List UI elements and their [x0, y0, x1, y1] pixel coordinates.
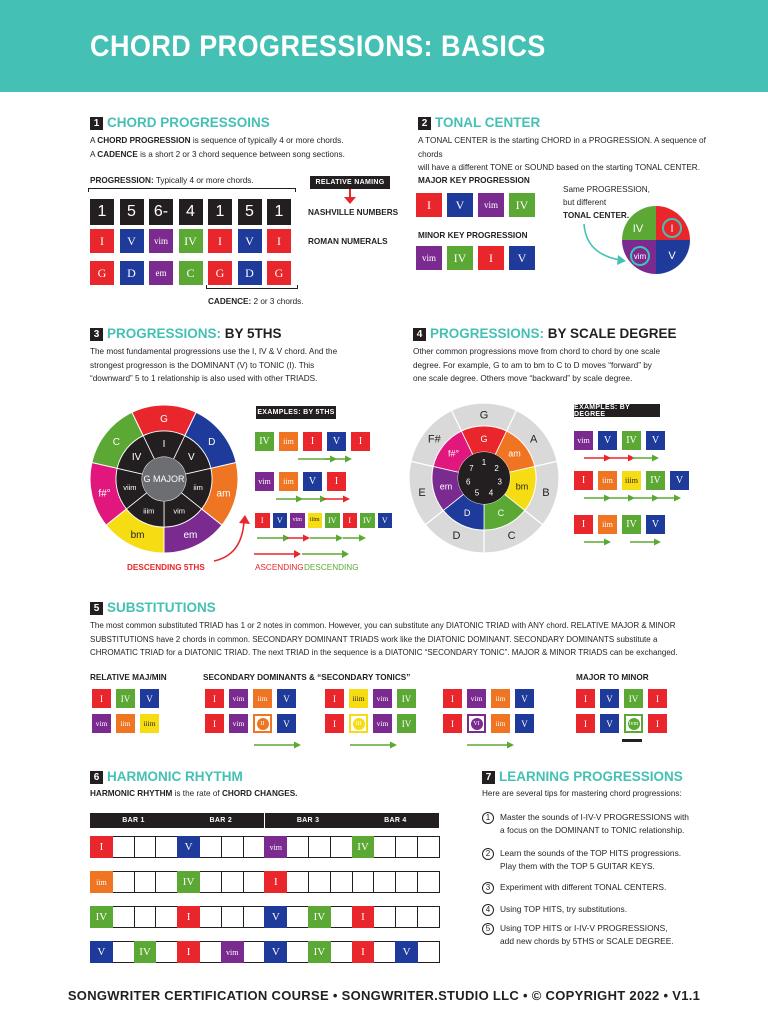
svg-text:I: I: [670, 223, 674, 235]
red-curve-arrow-icon: [212, 515, 252, 565]
chord-chip: V: [600, 714, 619, 733]
green-arrow-icon: [630, 537, 662, 547]
chord-chip: IV: [360, 513, 375, 528]
degree-inner-label: bm: [515, 481, 529, 492]
chord-chip: iiim: [622, 471, 641, 490]
rhythm-cell: [373, 941, 396, 963]
rhythm-cell: [243, 941, 266, 963]
chord-chip: I: [574, 515, 593, 534]
rhythm-cell: [286, 836, 309, 858]
section-2-text: A TONAL CENTER is the starting CHORD in a PROGRESSION. A sequence of chords will have a different TONE or SOUND based on the starting TONAL CENTER.: [418, 136, 706, 172]
chord-chip: V: [447, 193, 473, 217]
title-banner: [0, 0, 768, 92]
chord-chip: vim: [149, 229, 173, 253]
rhythm-cell: [221, 836, 244, 858]
green-arrow-icon: [350, 740, 398, 750]
chord-chip: I: [478, 246, 504, 270]
tip-text: Experiment with different TONAL CENTERS.: [500, 882, 667, 892]
chord-chip: I: [343, 513, 358, 528]
degree-inner-label: C: [497, 508, 505, 519]
chord-chip: iim: [90, 871, 113, 893]
chord-chip: I: [264, 871, 287, 893]
chord-chip: iim: [279, 472, 298, 491]
rhythm-cell: [286, 906, 309, 928]
chord-chip: vim: [255, 472, 274, 491]
secondary-chord-badge: ivm: [628, 718, 640, 730]
chord-chip: [467, 714, 486, 733]
section-4-heading: 4 PROGRESSIONS: BY SCALE DEGREE: [413, 326, 677, 341]
degree-outer-label: E: [418, 487, 426, 500]
harmonic-rhythm-text: HARMONIC RHYTHM is the rate of CHORD CHANGES.: [90, 789, 298, 798]
degree-inner-label: f#°: [447, 448, 460, 459]
chord-chip: G: [90, 261, 114, 285]
rhythm-cell: [112, 836, 135, 858]
chord-chip: vim: [373, 714, 392, 733]
rhythm-cell: [330, 871, 353, 893]
chord-chip: IV: [325, 513, 340, 528]
fifths-outer-label: bm: [130, 529, 145, 541]
chord-chip: IV: [179, 229, 203, 253]
rhythm-cell: [308, 836, 331, 858]
rhythm-cell: [221, 906, 244, 928]
chord-chip: V: [378, 513, 393, 528]
secondary-dominants-label: SECONDARY DOMINANTS & “SECONDARY TONICS”: [203, 673, 411, 682]
chord-chip: IV: [397, 714, 416, 733]
green-arrow-icon: [257, 533, 291, 543]
chord-chip: G: [208, 261, 232, 285]
bar-header: BAR 4: [352, 813, 439, 828]
svg-text:IV: IV: [632, 223, 644, 235]
chord-chip: IV: [646, 471, 665, 490]
chord-chip: I: [443, 689, 462, 708]
rhythm-cell: [395, 906, 418, 928]
chord-chip: V: [264, 906, 287, 928]
rhythm-cell: [155, 941, 178, 963]
chord-chip: I: [267, 229, 291, 253]
green-arrow-icon: [656, 493, 682, 503]
nashville-number: 4: [179, 199, 203, 225]
fifths-inner-label: I: [162, 439, 166, 450]
chord-chip: I: [303, 432, 322, 451]
rhythm-cell: [221, 871, 244, 893]
degree-inner-label: G: [480, 434, 488, 444]
section-5-text: The most common substituted TRIAD has 1 or 2 notes in common. However, you can substitute any DIATONIC TRIAD with ANY chord. RELATIVE MAJOR & MINOR SUBSTITUTIONS have 2 chords in common. SECONDARY DOMINANT TRIADS work like the DIATONIC DOMINANT. SECONDARY DOMINANTS substitute a CHROMATIC TRIAD for a DIATONIC TRIAD. The next TRIAD in the sequence is a DIATONIC “SECONDARY TONIC”. MAJOR & MINOR TRIADS can be exchanged.: [90, 621, 678, 657]
chord-chip: V: [509, 246, 535, 270]
chord-chip: I: [205, 689, 224, 708]
section-number: 1: [90, 117, 103, 130]
chord-chip: D: [120, 261, 144, 285]
green-arrow-icon: [584, 537, 612, 547]
cadence-bracket: [206, 285, 298, 289]
chord-chip: [253, 714, 272, 733]
red-arrow-icon: [323, 494, 351, 504]
chord-chip: I: [351, 432, 370, 451]
chord-chip: G: [267, 261, 291, 285]
chord-chip: V: [600, 689, 619, 708]
chord-chip: D: [238, 261, 262, 285]
rhythm-cell: [330, 906, 353, 928]
section-2-heading: 2 TONAL CENTER: [418, 115, 540, 130]
chord-chip: I: [255, 513, 270, 528]
rhythm-cell: [199, 836, 222, 858]
chord-chip: IV: [622, 431, 641, 450]
chord-chip: IV: [447, 246, 473, 270]
chord-chip: I: [352, 906, 375, 928]
chord-chip: IV: [177, 871, 200, 893]
chord-chip: V: [646, 431, 665, 450]
chord-chip: [349, 714, 368, 733]
examples-degree-label: EXAMPLES: BY DEGREE: [574, 404, 660, 417]
fifths-outer-label: D: [208, 436, 216, 448]
chord-chip: em: [149, 261, 173, 285]
rhythm-cell: [330, 941, 353, 963]
chord-chip: I: [90, 836, 113, 858]
rhythm-cell: [286, 871, 309, 893]
degree-inner-label: D: [463, 508, 471, 519]
nashville-number: 1: [267, 199, 291, 225]
degree-number: 3: [497, 477, 502, 487]
chord-chip: I: [177, 906, 200, 928]
chord-chip: I: [325, 714, 344, 733]
chord-chip: vim: [264, 836, 287, 858]
degree-number: 5: [474, 488, 480, 498]
secondary-chord-badge: III: [353, 718, 365, 730]
tip-number: 2: [482, 848, 494, 860]
chord-chip: iim: [598, 515, 617, 534]
chord-chip: I: [205, 714, 224, 733]
chord-chip: I: [327, 472, 346, 491]
wheel-center-label: G MAJOR: [143, 474, 185, 484]
rhythm-cell: [417, 906, 440, 928]
rhythm-cell: [134, 906, 157, 928]
degree-number: 7: [469, 463, 474, 473]
green-arrow-icon: [632, 453, 660, 463]
chord-chip: V: [303, 472, 322, 491]
svg-text:V: V: [668, 250, 676, 262]
rhythm-cell: [417, 941, 440, 963]
ascending-label: ASCENDING: [255, 563, 304, 572]
section-3-heading: 3 PROGRESSIONS: BY 5THS: [90, 326, 282, 341]
nashville-number: 1: [90, 199, 114, 225]
chord-chip: I: [648, 714, 667, 733]
chord-chip: vim: [221, 941, 244, 963]
rhythm-cell: [243, 871, 266, 893]
chord-chip: iim: [491, 714, 510, 733]
tip-text: Learn the sounds of the TOP HITS progressions. Play them with the TOP 5 GUITAR KEYS.: [500, 848, 682, 871]
chord-chip: vim: [92, 714, 111, 733]
rhythm-cell: [417, 871, 440, 893]
rhythm-cell: [112, 906, 135, 928]
chord-chip: I: [208, 229, 232, 253]
degree-outer-label: D: [452, 530, 461, 543]
fifths-outer-label: f#°: [98, 488, 111, 500]
degree-number: 6: [466, 477, 471, 487]
chord-chip: vim: [229, 689, 248, 708]
chord-chip: I: [352, 941, 375, 963]
rhythm-cell: [112, 871, 135, 893]
rhythm-cell: [155, 906, 178, 928]
nashville-number: 1: [208, 199, 232, 225]
relative-maj-min-label: RELATIVE MAJ/MIN: [90, 673, 167, 682]
chord-chip: iim: [116, 714, 135, 733]
chord-chip: IV: [308, 906, 331, 928]
tip-number: 3: [482, 882, 494, 894]
chord-chip: vim: [574, 431, 593, 450]
fifths-outer-label: C: [112, 436, 120, 448]
rhythm-cell: [243, 836, 266, 858]
fifths-inner-label: V: [188, 452, 195, 464]
chord-chip: I: [574, 471, 593, 490]
chord-chip: vim: [416, 246, 442, 270]
roman-numerals-label: ROMAN NUMERALS: [308, 237, 388, 246]
green-arrow-icon: [254, 740, 302, 750]
chord-chip: V: [277, 689, 296, 708]
descending-label: DESCENDING: [304, 563, 359, 572]
section-4-text: Other common progressions move from chord to chord by one scale degree. For example, G to am to bm to C to D moves “forward” by one scale degree. Others move “backward” by scale degree.: [413, 347, 661, 383]
rhythm-cell: [155, 836, 178, 858]
rhythm-cell: [243, 906, 266, 928]
chord-chip: V: [646, 515, 665, 534]
chord-chip: iim: [491, 689, 510, 708]
rhythm-cell: [155, 871, 178, 893]
section-5-heading: 5 SUBSTITUTIONS: [90, 600, 216, 615]
tip-text: Master the sounds of I-IV-V PROGRESSIONS with a focus on the DOMINANT to TONIC relationship.: [500, 812, 689, 835]
degree-inner-label: em: [439, 481, 453, 492]
chord-chip: IV: [509, 193, 535, 217]
rhythm-cell: [286, 941, 309, 963]
chord-chip: V: [120, 229, 144, 253]
major-key-label: MAJOR KEY PROGRESSION: [418, 176, 530, 185]
tip-text: Using TOP HITS, try substitutions.: [500, 904, 628, 914]
fifths-inner-label: vim: [173, 506, 186, 516]
chord-chip: V: [327, 432, 346, 451]
chord-chip: V: [90, 941, 113, 963]
section-7-intro: Here are several tips for mastering chord progressions:: [482, 789, 682, 798]
chord-chip: iiim: [140, 714, 159, 733]
scale-degree-wheel: [408, 402, 560, 554]
descending-5ths-label: DESCENDING 5THS: [127, 563, 205, 572]
chord-chip: V: [264, 941, 287, 963]
chord-chip: iim: [253, 689, 272, 708]
section-3-text: The most fundamental progressions use the I, IV & V chord. And the strongest progresson is the DOMINANT (V) to TONIC (I). This “downward” 5 to 1 relationship is also used with other TRIADS.: [90, 347, 338, 383]
rhythm-cell: [330, 836, 353, 858]
chord-chip: I: [177, 941, 200, 963]
chord-chip: IV: [134, 941, 157, 963]
rhythm-cell: [352, 871, 375, 893]
tip-number: 4: [482, 904, 494, 916]
chord-chip: [624, 714, 643, 733]
chord-chip: iim: [279, 432, 298, 451]
chord-chip: I: [90, 229, 114, 253]
chord-chip: I: [416, 193, 442, 217]
chord-chip: vim: [478, 193, 504, 217]
minor-underline: [622, 739, 642, 742]
nashville-number: 6-: [149, 199, 173, 225]
fifths-outer-label: am: [216, 488, 231, 500]
chord-chip: IV: [624, 689, 643, 708]
relative-naming-label: RELATIVE NAMING: [310, 176, 390, 189]
rhythm-cell: [134, 836, 157, 858]
progression-bracket: [88, 188, 296, 192]
degree-number: 4: [488, 488, 494, 498]
footer: SONGWRITER CERTIFICATION COURSE • SONGWRITER.STUDIO LLC • © COPYRIGHT 2022 • V1.1: [67, 988, 701, 1003]
bar-header: BAR 3: [265, 813, 352, 828]
chord-chip: IV: [116, 689, 135, 708]
chord-chip: C: [179, 261, 203, 285]
tonal-center-note: Same PROGRESSION, but different TONAL CENTER.: [563, 185, 650, 220]
rhythm-cell: [112, 941, 135, 963]
chord-chip: V: [177, 836, 200, 858]
chord-chip: IV: [308, 941, 331, 963]
degree-outer-label: C: [507, 530, 516, 543]
section-6-heading: 6 HARMONIC RHYTHM: [90, 769, 243, 784]
rhythm-cell: [134, 871, 157, 893]
chord-chip: vim: [373, 689, 392, 708]
fifths-inner-label: viim: [123, 482, 137, 492]
bar-header: BAR 2: [177, 813, 264, 828]
fifths-outer-label: G: [160, 414, 168, 425]
degree-outer-label: G: [479, 409, 489, 422]
svg-text:vim: vim: [633, 252, 647, 261]
green-arrow-icon: [343, 533, 367, 543]
chord-chip: V: [395, 941, 418, 963]
rhythm-cell: [395, 871, 418, 893]
rhythm-cell: [199, 871, 222, 893]
degree-number: 2: [494, 463, 499, 473]
nashville-number: 5: [238, 199, 262, 225]
chord-chip: V: [238, 229, 262, 253]
rhythm-cell: [417, 836, 440, 858]
rhythm-cell: [373, 906, 396, 928]
minor-key-label: MINOR KEY PROGRESSION: [418, 231, 528, 240]
degree-outer-label: B: [542, 487, 550, 500]
section-1-heading: [90, 115, 270, 130]
degree-outer-label: A: [529, 433, 538, 446]
fifths-inner-label: iim: [193, 482, 203, 492]
rhythm-cell: [308, 871, 331, 893]
green-arrow-icon: [467, 740, 515, 750]
chord-chip: vim: [467, 689, 486, 708]
examples-5ths-label: EXAMPLES: BY 5THS: [256, 406, 336, 419]
bar-header: BAR 1: [90, 813, 177, 828]
chord-chip: V: [273, 513, 288, 528]
chord-chip: IV: [397, 689, 416, 708]
green-arrow-icon: [325, 454, 353, 464]
nashville-numbers-label: NASHVILLE NUMBERS: [308, 208, 399, 217]
secondary-chord-badge: II: [257, 718, 269, 730]
rhythm-cell: [373, 836, 396, 858]
section-7-heading: 7 LEARNING PROGRESSIONS: [482, 769, 683, 784]
cadence-label: CADENCE: 2 or 3 chords.: [208, 297, 304, 306]
degree-inner-label: am: [508, 448, 521, 459]
fifths-outer-label: em: [183, 529, 198, 541]
fifths-inner-label: iiim: [143, 506, 155, 516]
fifths-inner-label: IV: [131, 452, 142, 464]
chord-chip: V: [598, 431, 617, 450]
chord-chip: IV: [255, 432, 274, 451]
chord-chip: I: [648, 689, 667, 708]
degree-outer-label: F#: [427, 433, 441, 446]
chord-chip: V: [515, 689, 534, 708]
secondary-chord-badge: VI: [471, 718, 483, 730]
nashville-number: 5: [120, 199, 144, 225]
red-arrow-icon: [287, 533, 311, 543]
green-arrow-icon: [310, 533, 344, 543]
chord-chip: IV: [90, 906, 113, 928]
page-title: CHORD PROGRESSIONS: BASICS: [90, 30, 546, 63]
rhythm-cell: [199, 906, 222, 928]
chord-chip: iiim: [349, 689, 368, 708]
chord-chip: I: [325, 689, 344, 708]
tip-text: Using TOP HITS or I-IV-V PROGRESSIONS, add new chords by 5THS or SCALE DEGREE.: [500, 923, 674, 946]
chord-chip: IV: [352, 836, 375, 858]
chord-chip: I: [576, 689, 595, 708]
chord-chip: iiim: [308, 513, 323, 528]
chord-chip: vim: [229, 714, 248, 733]
tonal-center-wheel: [622, 206, 690, 274]
tip-number: 1: [482, 812, 494, 824]
red-right-arrow-icon: [254, 549, 302, 559]
rhythm-cell: [199, 941, 222, 963]
chord-chip: IV: [622, 515, 641, 534]
chord-chip: I: [443, 714, 462, 733]
tip-number: 5: [482, 923, 494, 935]
chord-chip: V: [515, 714, 534, 733]
chord-chip: V: [277, 714, 296, 733]
chord-chip: I: [576, 714, 595, 733]
degree-number: 1: [481, 457, 487, 467]
chord-chip: V: [670, 471, 689, 490]
section-title: CHORD PROGRESSOINS: [107, 115, 270, 130]
section-1-text: A CHORD PROGRESSION is sequence of typically 4 or more chords. A CADENCE is a short 2 or 3 chord sequence between song sections.: [90, 136, 345, 159]
chord-chip: V: [140, 689, 159, 708]
green-right-arrow-icon: [302, 549, 350, 559]
chord-chip: I: [92, 689, 111, 708]
red-down-arrow-icon: [340, 189, 360, 205]
rhythm-cell: [395, 836, 418, 858]
chord-chip: vim: [290, 513, 305, 528]
rhythm-cell: [373, 871, 396, 893]
chord-chip: iim: [598, 471, 617, 490]
major-to-minor-label: MAJOR TO MINOR: [576, 673, 649, 682]
progression-label: PROGRESSION: Typically 4 or more chords.: [90, 176, 254, 185]
